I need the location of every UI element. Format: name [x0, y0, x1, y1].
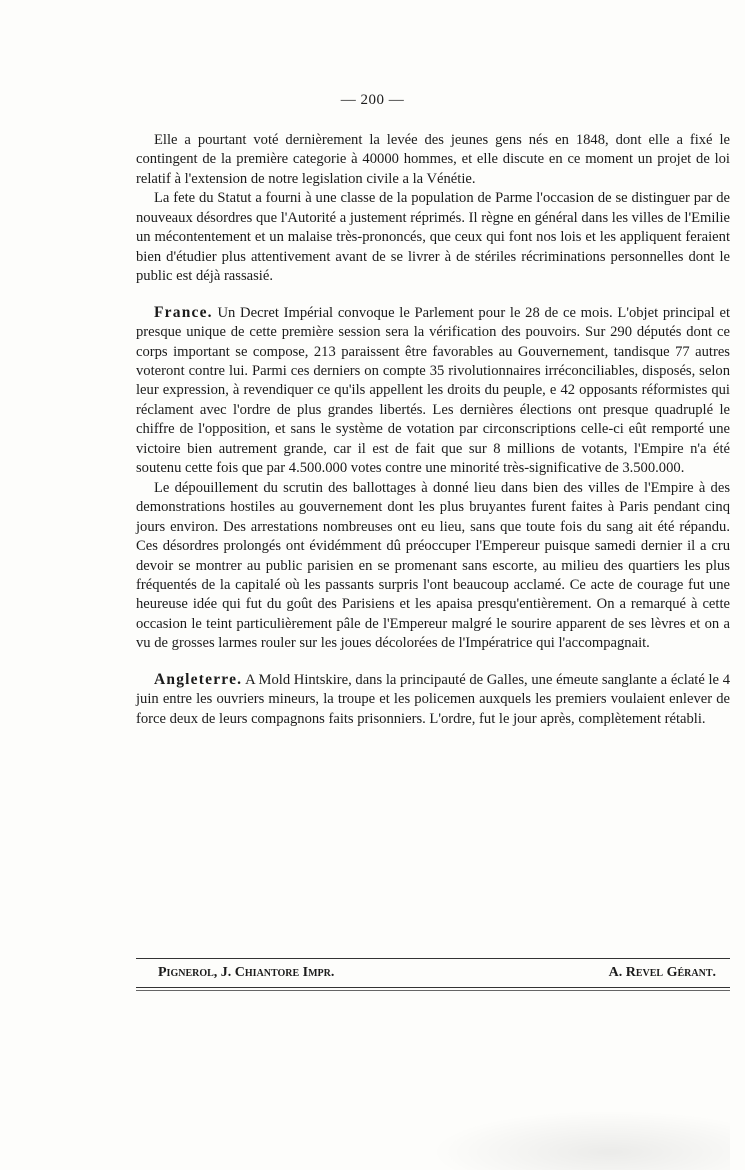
paragraph-france — [136, 303, 730, 479]
manager-imprint: A. Revel Gérant. — [608, 965, 716, 980]
printer-imprint: Pignerol, J. Chiantore Impr. — [158, 965, 335, 980]
section-heading-angleterre: Angleterre. — [154, 670, 243, 688]
footer-double-rule — [136, 987, 730, 991]
section-heading-france: France. — [154, 303, 213, 321]
imprint-footer — [136, 958, 730, 987]
article-column — [136, 131, 730, 729]
paragraph-ballottages: Le dépouillement du scrutin des ballottages à donné lieu dans bien des villes de l'Empire à des demonstrations hostiles au gouvernement dont les plus bruyantes furent faites à Paris pendant cinq jours environ. Des arrestations nombreuses ont eu lieu, sans que toute fois du sang ait été répandu. Ces désordres prolongés ont évidémment dû préoccuper l'Empereur puisque samedi dernier il a cru devoir se montrer au public parisien en se promenant sans escorte, au milieu des quartiers les plus fréquentés de la capitalé où les passants surpris l'ont beaucoup acclamé. Ce acte de courage fut une heureuse idée qui fut du goût des Parisiens et les apaisa presqu'entièrement. On a remarqué à cette occasion le teint particulièrement pâle de l'Empereur malgré le sourire apparent de ses lèvres et on a vu de grosses larmes rouler sur les joues décolorées de l'Impératrice qui l'accompagnait. — [136, 479, 730, 652]
paragraph-angleterre-text: A Mold Hintskire, dans la principauté de Galles, une émeute sanglante a éclaté le 4 juin entre les ouvriers mineurs, la troupe et les policemen auxquels les premiers voulaient enlever de force deux de leurs compagnons faits prisonniers. L'ordre, fut le jour après, complètement rétabli. — [136, 671, 730, 727]
paragraph-legislation: Elle a pourtant voté dernièrement la levée des jeunes gens nés en 1848, dont elle a fixé le contingent de la première categorie à 40000 hommes, et elle discute en ce moment un projet de loi relatif à l'extension de notre legislation civile a la Vénétie. — [136, 132, 730, 187]
paragraph-parme: La fete du Statut a fourni à une classe de la population de Parme l'occasion de se distinguer par de nouveaux désordres que l'Autorité a justement réprimés. Il règne en général dans les villes de l'Emilie un mécontentement et un malaise très-prononcés, que ceux qui font nos lois et les appliquent feraient bien d'étudier plus attentivement avant de se livrer à de stériles récriminations personnelles dont le public est déjà rassasié. — [136, 190, 730, 285]
imprint-row — [136, 959, 730, 987]
page-number: — 200 — — [340, 92, 405, 108]
paragraph-france-text: Un Decret Impérial convoque le Parlement pour le 28 de ce mois. L'objet principal et presque unique de cette première session sera la vérification des pouvoirs. Sur 290 députés dont ce corps important se compose, 213 paraissent être favorables au Gouvernement, tandisque 77 autres voteront contre lui. Parmi ces derniers on compte 35 rivolutionnaires irréconciliables, disposés, selon leur expression, à revendiquer ce qu'ils appellent les droits du peuple, e 42 opposants réformistes qui réclament avec l'ordre de plus grandes libertés. Les dernières élections ont presque quadruplé le chiffre de l'opposition, et sans le système de votation par circonscriptions celle-ci eût remporté une victoire bien autrement grande, car il est de fait que sur 8 millions de votants, l'Empire n'a été soutenu cette fois que par 4.500.000 votes contre une minorité très-significative de 3.500.000. — [136, 304, 730, 477]
paper-stain — [430, 1110, 730, 1170]
paragraph-angleterre — [136, 670, 730, 729]
